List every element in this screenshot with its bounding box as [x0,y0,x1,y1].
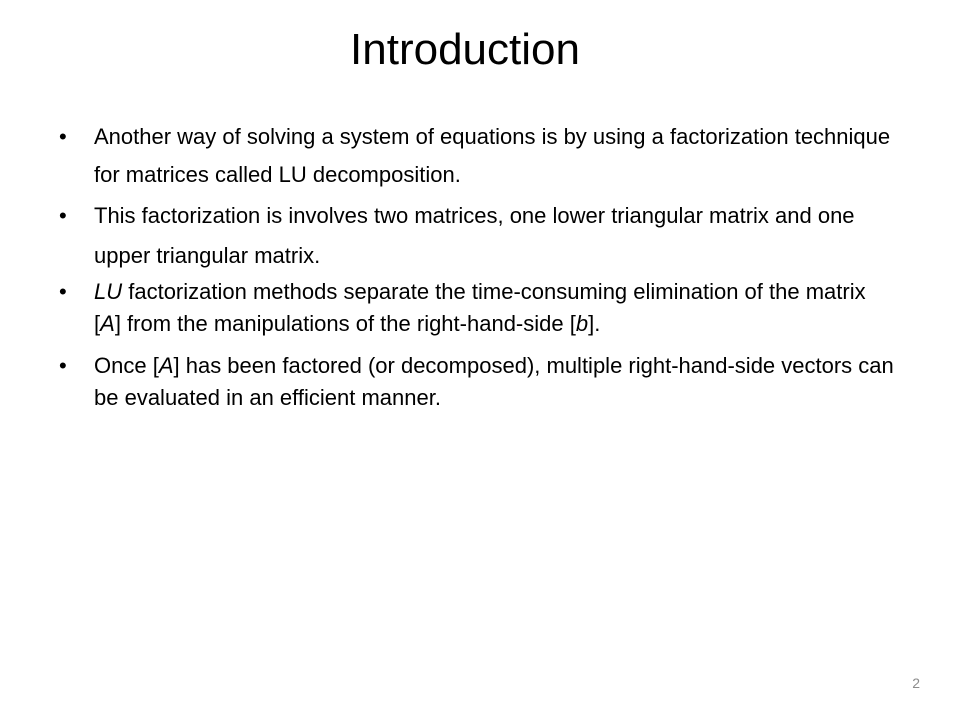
slide-title: Introduction [350,25,580,74]
text-segment: Once [ [94,353,159,378]
bullet-item-3 [57,276,897,340]
bullet-text: This factorization is involves two matrices, one lower triangular matrix and one upper triangular matrix. [94,203,855,268]
text-segment: ] has been factored (or decomposed), multiple right-hand-side vectors can be evaluated in an efficient manner. [94,353,894,410]
bullet-list [57,118,897,424]
bullet-item-1 [57,118,897,194]
bullet-marker: • [59,124,67,149]
bullet-marker: • [59,353,67,378]
italic-b: b [575,311,589,336]
italic-lu: LU [94,279,123,304]
text-segment: ] from the manipulations of the right-hand-side [ [114,311,576,336]
bullet-marker: • [59,203,67,228]
text-segment: factorization methods separate the time-consuming elimination of the matrix [ [94,279,866,336]
bullet-text [94,279,866,336]
bullet-text: Another way of solving a system of equations is by using a factorization technique for matrices called LU decomposition. [94,124,891,187]
text-segment: ]. [588,311,601,336]
page-number: 2 [912,675,920,691]
bullet-item-2 [57,196,897,276]
italic-a: A [158,353,174,378]
bullet-text [94,353,894,410]
bullet-marker: • [59,279,67,304]
italic-a: A [100,311,115,336]
bullet-item-4 [57,350,897,414]
